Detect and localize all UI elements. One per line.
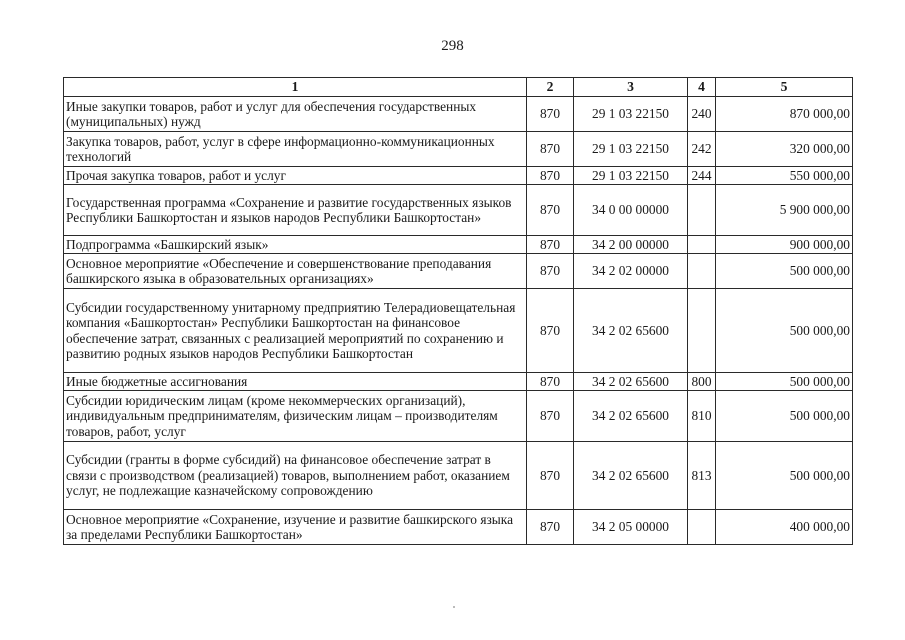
scan-speck [453, 606, 455, 608]
column-header: 1 [64, 78, 527, 97]
row-name-cell: Закупка товаров, работ, услуг в сфере информационно-коммуникационных технологий [64, 132, 527, 167]
row-name-cell: Иные закупки товаров, работ и услуг для обеспечения государственных (муниципальных) нужд [64, 97, 527, 132]
row-name-cell: Государственная программа «Сохранение и развитие государственных языков Республики Башкортостан и языков народов Республики Башкортостан» [64, 185, 527, 236]
department-code-cell: 870 [527, 254, 574, 289]
table-row [64, 391, 853, 442]
table-row [64, 167, 853, 185]
table-row [64, 510, 853, 545]
target-article-cell: 34 2 05 00000 [574, 510, 688, 545]
expense-type-cell: 242 [688, 132, 716, 167]
target-article-cell: 34 0 00 00000 [574, 185, 688, 236]
department-code-cell: 870 [527, 391, 574, 442]
row-name-cell: Иные бюджетные ассигнования [64, 373, 527, 391]
target-article-cell: 34 2 02 00000 [574, 254, 688, 289]
expense-type-cell [688, 236, 716, 254]
department-code-cell: 870 [527, 442, 574, 510]
table-row [64, 185, 853, 236]
budget-table [63, 77, 853, 545]
department-code-cell: 870 [527, 97, 574, 132]
amount-cell: 500 000,00 [716, 254, 853, 289]
expense-type-cell [688, 510, 716, 545]
table-row [64, 442, 853, 510]
amount-cell: 500 000,00 [716, 289, 853, 373]
column-header: 3 [574, 78, 688, 97]
expense-type-cell [688, 289, 716, 373]
row-name-cell: Основное мероприятие «Обеспечение и совершенствование преподавания башкирского языка в образовательных организациях» [64, 254, 527, 289]
row-name-cell: Подпрограмма «Башкирский язык» [64, 236, 527, 254]
row-name-cell: Прочая закупка товаров, работ и услуг [64, 167, 527, 185]
page-number: 298 [441, 38, 464, 54]
amount-cell: 500 000,00 [716, 373, 853, 391]
expense-type-cell: 800 [688, 373, 716, 391]
target-article-cell: 34 2 02 65600 [574, 373, 688, 391]
target-article-cell: 34 2 00 00000 [574, 236, 688, 254]
table-row [64, 236, 853, 254]
table-row [64, 254, 853, 289]
row-name-cell: Субсидии (гранты в форме субсидий) на финансовое обеспечение затрат в связи с производством (реализацией) товаров, выполнением работ, оказанием услуг, не подлежащие казначейскому сопровождению [64, 442, 527, 510]
amount-cell: 320 000,00 [716, 132, 853, 167]
row-name-cell: Субсидии государственному унитарному предприятию Телерадиовещательная компания «Башкортостан» Республики Башкортостан на финансовое обеспечение затрат, связанных с реализацией мероприятий по сохранению и развитию родных языков народов Республики Башкортостан [64, 289, 527, 373]
department-code-cell: 870 [527, 510, 574, 545]
target-article-cell: 34 2 02 65600 [574, 442, 688, 510]
table-row [64, 132, 853, 167]
department-code-cell: 870 [527, 167, 574, 185]
row-name-cell: Основное мероприятие «Сохранение, изучение и развитие башкирского языка за пределами Республики Башкортостан» [64, 510, 527, 545]
amount-cell: 500 000,00 [716, 391, 853, 442]
target-article-cell: 34 2 02 65600 [574, 391, 688, 442]
expense-type-cell: 240 [688, 97, 716, 132]
department-code-cell: 870 [527, 236, 574, 254]
expense-type-cell: 244 [688, 167, 716, 185]
target-article-cell: 29 1 03 22150 [574, 132, 688, 167]
expense-type-cell [688, 254, 716, 289]
amount-cell: 900 000,00 [716, 236, 853, 254]
table-header-row [64, 78, 853, 97]
amount-cell: 500 000,00 [716, 442, 853, 510]
column-header: 5 [716, 78, 853, 97]
department-code-cell: 870 [527, 289, 574, 373]
amount-cell: 400 000,00 [716, 510, 853, 545]
target-article-cell: 29 1 03 22150 [574, 97, 688, 132]
department-code-cell: 870 [527, 373, 574, 391]
expense-type-cell: 813 [688, 442, 716, 510]
target-article-cell: 29 1 03 22150 [574, 167, 688, 185]
table-row [64, 97, 853, 132]
table-row [64, 373, 853, 391]
amount-cell: 5 900 000,00 [716, 185, 853, 236]
column-header: 4 [688, 78, 716, 97]
column-header: 2 [527, 78, 574, 97]
expense-type-cell: 810 [688, 391, 716, 442]
row-name-cell: Субсидии юридическим лицам (кроме некоммерческих организаций), индивидуальным предпринимателям, физическим лицам – производителям товаров, работ, услуг [64, 391, 527, 442]
department-code-cell: 870 [527, 185, 574, 236]
table-row [64, 289, 853, 373]
target-article-cell: 34 2 02 65600 [574, 289, 688, 373]
expense-type-cell [688, 185, 716, 236]
amount-cell: 870 000,00 [716, 97, 853, 132]
amount-cell: 550 000,00 [716, 167, 853, 185]
department-code-cell: 870 [527, 132, 574, 167]
